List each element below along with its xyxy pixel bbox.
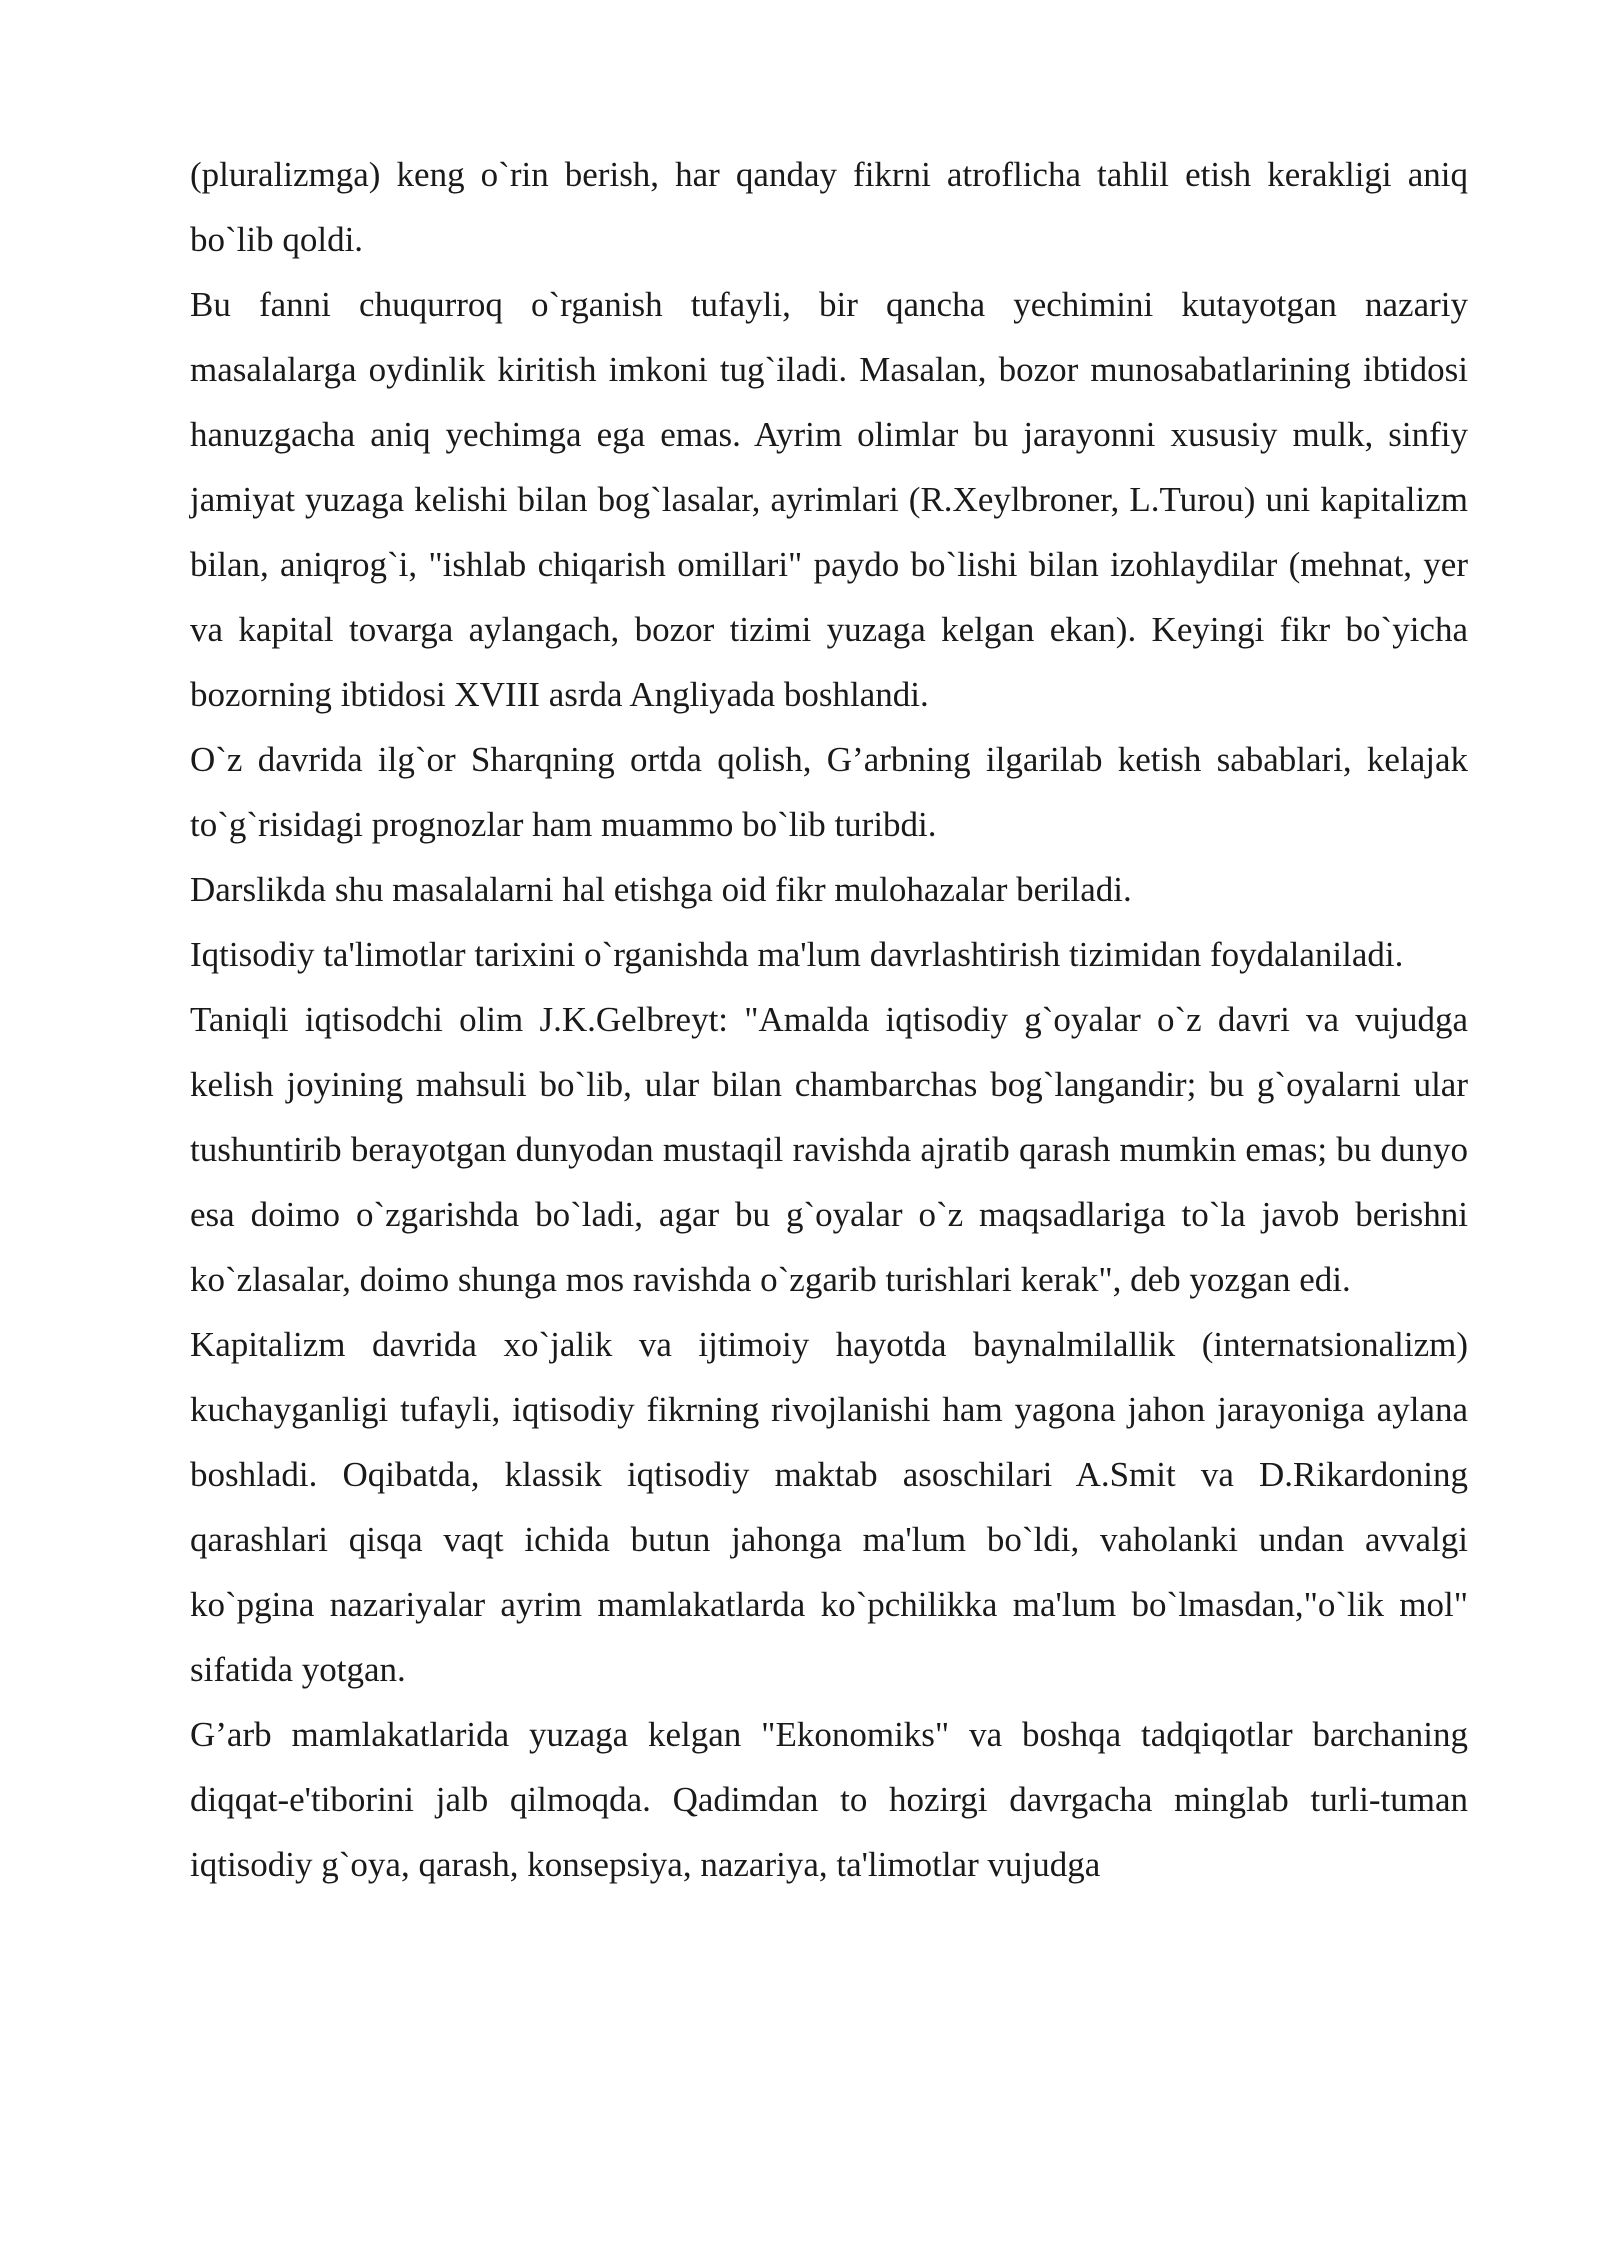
- paragraph-davrlashtirish: Iqtisodiy ta'limotlar tarixini o`rganishda ma'lum davrlashtirish tizimidan foydalaniladi.: [190, 935, 1404, 974]
- paragraph-sharq-garb: O`z davrida ilg`or Sharqning ortda qolish, G’arbning ilgarilab ketish sabablari, kelajak to`g`risidagi prognozlar ham muammo bo`lib turibdi.: [190, 740, 1468, 844]
- paragraph-darslik: Darslikda shu masalalarni hal etishga oid fikr mulohazalar beriladi.: [190, 870, 1132, 909]
- paragraph-pluralizm: (pluralizmga) keng o`rin berish, har qanday fikrni atroflicha tahlil etish kerakligi aniq bo`lib qoldi.: [190, 155, 1468, 259]
- document-page: [190, 142, 1468, 1897]
- paragraph-gelbreyt-quote: Taniqli iqtisodchi olim J.K.Gelbreyt: "Amalda iqtisodiy g`oyalar o`z davri va vujudga kelish joyining mahsuli bo`lib, ular bilan chambarchas bog`langandir; bu g`oyalarni ular tushuntirib berayotgan dunyodan mustaqil ravishda ajratib qarash mumkin emas; bu dunyo esa doimo o`zgarishda bo`ladi, agar bu g`oyalar o`z maqsadlariga to`la javob berishni ko`zlasalar, doimo shunga mos ravishda o`zgarib turishlari kerak", deb yozgan edi.: [190, 1000, 1468, 1299]
- paragraph-kapitalizm: Kapitalizm davrida xo`jalik va ijtimoiy hayotda baynalmilallik (internatsionalizm) kuchayganligi tufayli, iqtisodiy fikrning rivojlanishi ham yagona jahon jarayoniga aylana boshladi. Oqibatda, klassik iqtisodiy maktab asoschilari A.Smit va D.Rikardoning qarashlari qisqa vaqt ichida butun jahonga ma'lum bo`ldi, vaholanki undan avvalgi ko`pgina nazariyalar ayrim mamlakatlarda ko`pchilikka ma'lum bo`lmasdan,"o`lik mol" sifatida yotgan.: [190, 1325, 1468, 1689]
- paragraph-bozor-ibtidosi: Bu fanni chuqurroq o`rganish tufayli, bir qancha yechimini kutayotgan nazariy masalalarga oydinlik kiritish imkoni tug`iladi. Masalan, bozor munosabatlarining ibtidosi hanuzgacha aniq yechimga ega emas. Ayrim olimlar bu jarayonni xususiy mulk, sinfiy jamiyat yuzaga kelishi bilan bog`lasalar, ayrimlari (R.Xeylbroner, L.Turou) uni kapitalizm bilan, aniqrog`i, "ishlab chiqarish omillari" paydo bo`lishi bilan izohlaydilar (mehnat, yer va kapital tovarga aylangach, bozor tizimi yuzaga kelgan ekan). Keyingi fikr bo`yicha bozorning ibtidosi XVIII asrda Angliyada boshlandi.: [190, 285, 1468, 714]
- paragraph-ekonomiks: G’arb mamlakatlarida yuzaga kelgan "Ekonomiks" va boshqa tadqiqotlar barchaning diqqat-e'tiborini jalb qilmoqda. Qadimdan to hozirgi davrgacha minglab turli-tuman iqtisodiy g`oya, qarash, konsepsiya, nazariya, ta'limotlar vujudga: [190, 1715, 1468, 1884]
